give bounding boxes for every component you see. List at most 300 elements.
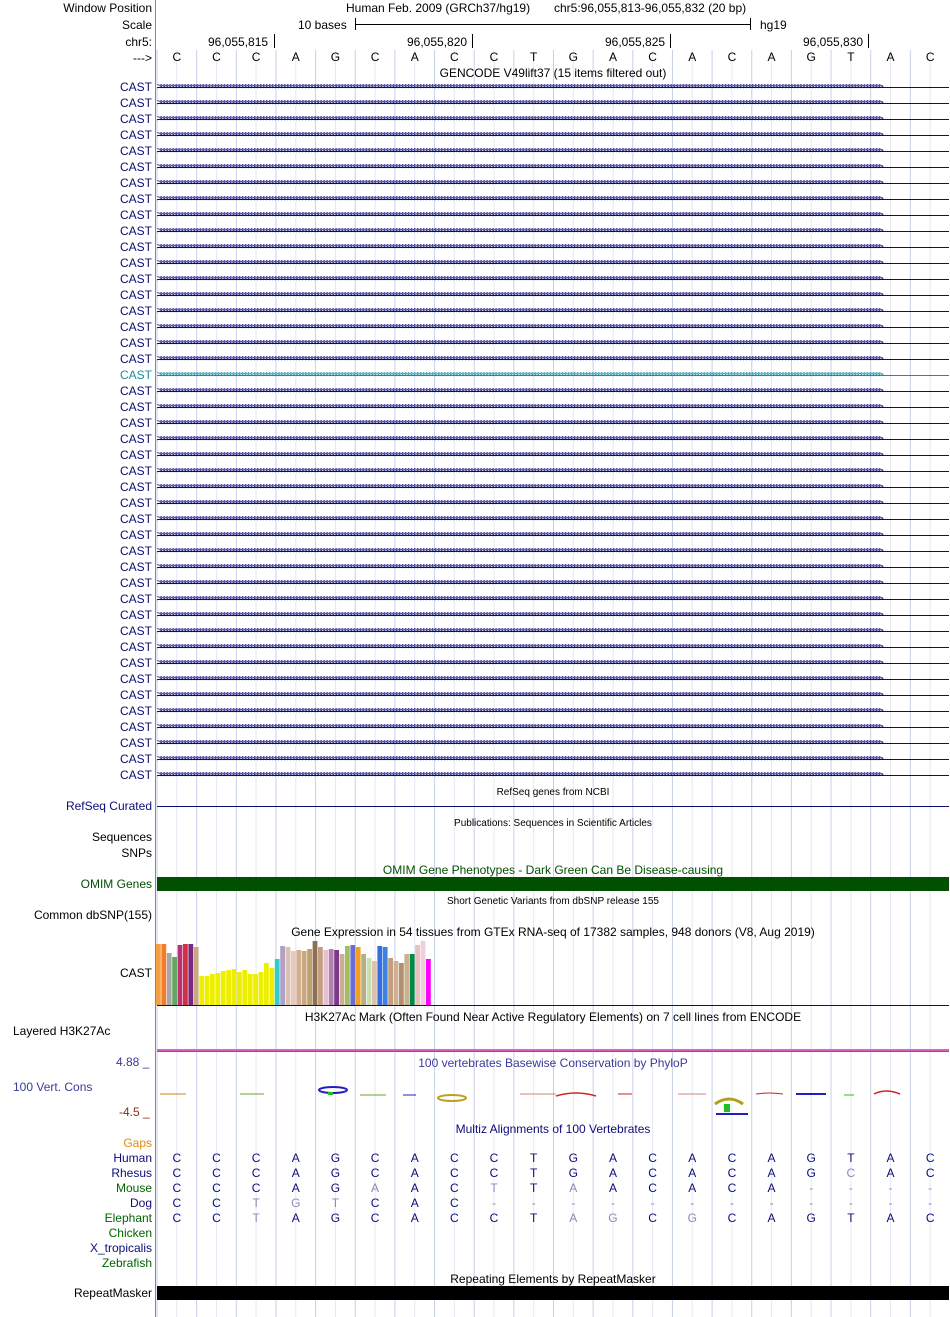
gtex-tissue-bar[interactable]	[383, 947, 388, 1005]
gtex-tissue-bar[interactable]	[264, 963, 269, 1005]
multiz-base: C	[727, 1151, 737, 1165]
gtex-tissue-bar[interactable]	[253, 974, 258, 1005]
multiz-base: -	[888, 1181, 893, 1195]
multiz-base: -	[888, 1196, 893, 1210]
multiz-base: C	[251, 1181, 261, 1195]
gtex-tissue-bar[interactable]	[259, 972, 264, 1005]
strand-arrows: >>>>>>>>>>>>>>>>>>>>>>>>>>>>>>>>>>>>>>>>>>>>>>>>>>>>>>>>>>>>>>>>>>>>>>>>>>>>>>>>>>>>>>>>>>>>>>>>>>>>>>>>>>>>>>>>>>>>>>>>>>>>>>>>>>>>>>>>>>>>>>>>>>>>>>>>>>>>>>>>>>>>>>>>>>>>>>>>>>>>>>>>>>>>>>>>>>>>>>>>>>>>>>>>>>>>>>>>>>>>>>>>>>>>>>>>>>>>>>>>	[157, 338, 882, 348]
multiz-base: C	[925, 1166, 935, 1180]
omim-label[interactable]: OMIM Genes	[80, 877, 152, 891]
gencode-transcript-label[interactable]: CAST	[119, 672, 152, 686]
multiz-base: C	[370, 1166, 380, 1180]
multiz-base: A	[371, 1181, 380, 1195]
gencode-transcript-label[interactable]: CAST	[119, 160, 152, 174]
gtex-tissue-bar[interactable]	[269, 968, 274, 1005]
gencode-transcript-row[interactable]	[0, 255, 950, 271]
strand-arrows: >>>>>>>>>>>>>>>>>>>>>>>>>>>>>>>>>>>>>>>>>>>>>>>>>>>>>>>>>>>>>>>>>>>>>>>>>>>>>>>>>>>>>>>>>>>>>>>>>>>>>>>>>>>>>>>>>>>>>>>>>>>>>>>>>>>>>>>>>>>>>>>>>>>>>>>>>>>>>>>>>>>>>>>>>>>>>>>>>>>>>>>>>>>>>>>>>>>>>>>>>>>>>>>>>>>>>>>>>>>>>>>>>>>>>>>>>>>>>>>>	[157, 626, 882, 636]
gencode-transcript-row[interactable]	[0, 591, 950, 607]
multiz-base: A	[569, 1181, 578, 1195]
refseq-track-title[interactable]: RefSeq genes from NCBI	[496, 787, 610, 798]
gencode-transcript-label[interactable]: CAST	[119, 544, 152, 558]
scale-bar	[355, 24, 751, 25]
gtex-tissue-bar[interactable]	[248, 974, 253, 1005]
gencode-transcript-row[interactable]	[0, 399, 950, 415]
gencode-transcript-row[interactable]	[0, 527, 950, 543]
gtex-tissue-bar[interactable]	[426, 959, 431, 1005]
gtex-tissue-bar[interactable]	[345, 946, 350, 1005]
gencode-transcript-row[interactable]	[0, 175, 950, 191]
gencode-transcript-row[interactable]	[0, 351, 950, 367]
strand-arrows: >>>>>>>>>>>>>>>>>>>>>>>>>>>>>>>>>>>>>>>>>>>>>>>>>>>>>>>>>>>>>>>>>>>>>>>>>>>>>>>>>>>>>>>>>>>>>>>>>>>>>>>>>>>>>>>>>>>>>>>>>>>>>>>>>>>>>>>>>>>>>>>>>>>>>>>>>>>>>>>>>>>>>>>>>>>>>>>>>>>>>>>>>>>>>>>>>>>>>>>>>>>>>>>>>>>>>>>>>>>>>>>>>>>>>>>>>>>>>>>>	[157, 114, 882, 124]
multiz-base: T	[847, 1151, 855, 1165]
h3k27ac-label[interactable]: Layered H3K27Ac	[13, 1024, 111, 1038]
gencode-transcript-row[interactable]	[0, 607, 950, 623]
chrom-label: chr5:	[125, 35, 152, 49]
multiz-base: G	[608, 1211, 618, 1225]
multiz-base: -	[492, 1196, 497, 1210]
multiz-base: T	[847, 1211, 855, 1225]
gencode-transcript-row[interactable]	[0, 159, 950, 175]
gtex-baseline	[157, 1005, 949, 1006]
coord-tick-label: 96,055,830	[803, 35, 864, 49]
gtex-tissue-bar[interactable]	[275, 959, 280, 1005]
multiz-base: T	[530, 1211, 538, 1225]
gtex-tissue-bar[interactable]	[296, 950, 301, 1005]
multiz-base: -	[531, 1196, 536, 1210]
multiz-species-label[interactable]: Zebrafish	[101, 1256, 152, 1270]
gencode-transcript-label[interactable]: CAST	[119, 256, 152, 270]
multiz-base: G	[806, 1151, 816, 1165]
gencode-transcript-row[interactable]	[0, 543, 950, 559]
gencode-transcript-row[interactable]	[0, 415, 950, 431]
gencode-transcript-row[interactable]	[0, 511, 950, 527]
gtex-tissue-bar[interactable]	[372, 961, 377, 1005]
gencode-transcript-label[interactable]: CAST	[119, 576, 152, 590]
multiz-species-label[interactable]: Mouse	[115, 1181, 152, 1195]
multiz-base: C	[212, 1166, 221, 1180]
publications-label-snps[interactable]: SNPs	[121, 846, 152, 860]
assembly-text: Human Feb. 2009 (GRCh37/hg19)	[346, 1, 531, 15]
gencode-transcript-row[interactable]	[0, 287, 950, 303]
scale-db: hg19	[760, 18, 787, 32]
gencode-transcript-label[interactable]: CAST	[119, 320, 152, 334]
coord-tick-label: 96,055,825	[605, 35, 666, 49]
strand-arrows: >>>>>>>>>>>>>>>>>>>>>>>>>>>>>>>>>>>>>>>>>>>>>>>>>>>>>>>>>>>>>>>>>>>>>>>>>>>>>>>>>>>>>>>>>>>>>>>>>>>>>>>>>>>>>>>>>>>>>>>>>>>>>>>>>>>>>>>>>>>>>>>>>>>>>>>>>>>>>>>>>>>>>>>>>>>>>>>>>>>>>>>>>>>>>>>>>>>>>>>>>>>>>>>>>>>>>>>>>>>>>>>>>>>>>>>>>>>>>>>>	[157, 146, 882, 156]
multiz-base: A	[410, 1151, 419, 1165]
multiz-base: C	[370, 1196, 380, 1210]
strand-arrows: >>>>>>>>>>>>>>>>>>>>>>>>>>>>>>>>>>>>>>>>>>>>>>>>>>>>>>>>>>>>>>>>>>>>>>>>>>>>>>>>>>>>>>>>>>>>>>>>>>>>>>>>>>>>>>>>>>>>>>>>>>>>>>>>>>>>>>>>>>>>>>>>>>>>>>>>>>>>>>>>>>>>>>>>>>>>>>>>>>>>>>>>>>>>>>>>>>>>>>>>>>>>>>>>>>>>>>>>>>>>>>>>>>>>>>>>>>>>>>>>	[157, 162, 882, 172]
gtex-track-title[interactable]: Gene Expression in 54 tissues from GTEx RNA-seq of 17382 samples, 948 donors (V8, Aug 2019)	[291, 925, 815, 939]
multiz-base: C	[212, 1151, 221, 1165]
strand-arrows: >>>>>>>>>>>>>>>>>>>>>>>>>>>>>>>>>>>>>>>>>>>>>>>>>>>>>>>>>>>>>>>>>>>>>>>>>>>>>>>>>>>>>>>>>>>>>>>>>>>>>>>>>>>>>>>>>>>>>>>>>>>>>>>>>>>>>>>>>>>>>>>>>>>>>>>>>>>>>>>>>>>>>>>>>>>>>>>>>>>>>>>>>>>>>>>>>>>>>>>>>>>>>>>>>>>>>>>>>>>>>>>>>>>>>>>>>>>>>>>>	[157, 130, 882, 140]
gtex-tissue-bar[interactable]	[421, 941, 426, 1005]
dna-base: C	[648, 50, 657, 64]
multiz-base: -	[928, 1196, 933, 1210]
multiz-base: C	[450, 1166, 459, 1180]
multiz-base: -	[650, 1196, 655, 1210]
gencode-transcript-label[interactable]: CAST	[119, 112, 152, 126]
multiz-base: C	[648, 1151, 657, 1165]
multiz-base: C	[172, 1151, 182, 1165]
multiz-base: C	[212, 1211, 221, 1225]
gtex-tissue-bar[interactable]	[367, 958, 372, 1005]
h3k27ac-track-title[interactable]: H3K27Ac Mark (Often Found Near Active Regulatory Elements) on 7 cell lines from ENCODE	[304, 1010, 802, 1024]
multiz-base: C	[846, 1166, 856, 1180]
strand-arrows: >>>>>>>>>>>>>>>>>>>>>>>>>>>>>>>>>>>>>>>>>>>>>>>>>>>>>>>>>>>>>>>>>>>>>>>>>>>>>>>>>>>>>>>>>>>>>>>>>>>>>>>>>>>>>>>>>>>>>>>>>>>>>>>>>>>>>>>>>>>>>>>>>>>>>>>>>>>>>>>>>>>>>>>>>>>>>>>>>>>>>>>>>>>>>>>>>>>>>>>>>>>>>>>>>>>>>>>>>>>>>>>>>>>>>>>>>>>>>>>>	[157, 578, 882, 588]
multiz-base: G	[568, 1166, 578, 1180]
gtex-tissue-bar[interactable]	[404, 954, 409, 1005]
gtex-bar-chart[interactable]	[156, 940, 950, 1006]
gencode-transcript-label[interactable]: CAST	[119, 528, 152, 542]
gencode-transcript-row[interactable]	[0, 431, 950, 447]
gtex-tissue-bar[interactable]	[361, 954, 366, 1005]
gencode-transcript-row[interactable]	[0, 239, 950, 255]
gencode-transcript-label[interactable]: CAST	[119, 336, 152, 350]
gencode-transcript-label[interactable]: CAST	[119, 560, 152, 574]
strand-arrows: >>>>>>>>>>>>>>>>>>>>>>>>>>>>>>>>>>>>>>>>>>>>>>>>>>>>>>>>>>>>>>>>>>>>>>>>>>>>>>>>>>>>>>>>>>>>>>>>>>>>>>>>>>>>>>>>>>>>>>>>>>>>>>>>>>>>>>>>>>>>>>>>>>>>>>>>>>>>>>>>>>>>>>>>>>>>>>>>>>>>>>>>>>>>>>>>>>>>>>>>>>>>>>>>>>>>>>>>>>>>>>>>>>>>>>>>>>>>>>>>	[157, 210, 882, 220]
multiz-base: C	[727, 1211, 737, 1225]
phylop-ymin: -4.5 _	[119, 1105, 150, 1119]
gencode-transcript-row[interactable]	[0, 671, 950, 687]
gtex-tissue-bar[interactable]	[205, 976, 210, 1005]
multiz-base: C	[172, 1181, 182, 1195]
gtex-tissue-bar[interactable]	[291, 951, 296, 1005]
strand-arrows: >>>>>>>>>>>>>>>>>>>>>>>>>>>>>>>>>>>>>>>>>>>>>>>>>>>>>>>>>>>>>>>>>>>>>>>>>>>>>>>>>>>>>>>>>>>>>>>>>>>>>>>>>>>>>>>>>>>>>>>>>>>>>>>>>>>>>>>>>>>>>>>>>>>>>>>>>>>>>>>>>>>>>>>>>>>>>>>>>>>>>>>>>>>>>>>>>>>>>>>>>>>>>>>>>>>>>>>>>>>>>>>>>>>>>>>>>>>>>>>>	[157, 514, 882, 524]
gencode-transcript-row[interactable]	[0, 655, 950, 671]
multiz-base: C	[489, 1211, 499, 1225]
gencode-transcript-row[interactable]	[0, 479, 950, 495]
gencode-transcript-label[interactable]: CAST	[119, 224, 152, 238]
gencode-transcript-row[interactable]	[0, 303, 950, 319]
strand-arrows: >>>>>>>>>>>>>>>>>>>>>>>>>>>>>>>>>>>>>>>>>>>>>>>>>>>>>>>>>>>>>>>>>>>>>>>>>>>>>>>>>>>>>>>>>>>>>>>>>>>>>>>>>>>>>>>>>>>>>>>>>>>>>>>>>>>>>>>>>>>>>>>>>>>>>>>>>>>>>>>>>>>>>>>>>>>>>>>>>>>>>>>>>>>>>>>>>>>>>>>>>>>>>>>>>>>>>>>>>>>>>>>>>>>>>>>>>>>>>>>>	[157, 274, 882, 284]
multiz-base: C	[925, 1211, 935, 1225]
gtex-tissue-bar[interactable]	[210, 974, 215, 1005]
gencode-transcript-label[interactable]: CAST	[119, 736, 152, 750]
gtex-tissue-bar[interactable]	[167, 953, 172, 1005]
window-position-label: Window Position	[63, 1, 152, 15]
gtex-tissue-bar[interactable]	[394, 961, 399, 1005]
dna-base: T	[847, 50, 855, 64]
multiz-base: A	[608, 1166, 617, 1180]
multiz-base: G	[806, 1211, 816, 1225]
gtex-tissue-bar[interactable]	[226, 970, 231, 1005]
multiz-base: T	[331, 1196, 340, 1210]
gencode-transcript-label[interactable]: CAST	[119, 96, 152, 110]
dna-base: C	[925, 50, 935, 64]
strand-arrows: >>>>>>>>>>>>>>>>>>>>>>>>>>>>>>>>>>>>>>>>>>>>>>>>>>>>>>>>>>>>>>>>>>>>>>>>>>>>>>>>>>>>>>>>>>>>>>>>>>>>>>>>>>>>>>>>>>>>>>>>>>>>>>>>>>>>>>>>>>>>>>>>>>>>>>>>>>>>>>>>>>>>>>>>>>>>>>>>>>>>>>>>>>>>>>>>>>>>>>>>>>>>>>>>>>>>>>>>>>>>>>>>>>>>>>>>>>>>>>>>	[157, 594, 882, 604]
gtex-tissue-bar[interactable]	[161, 944, 166, 1005]
gencode-transcript-label[interactable]: CAST	[119, 368, 152, 382]
multiz-base: C	[450, 1196, 459, 1210]
gencode-transcript-label[interactable]: CAST	[119, 240, 152, 254]
strand-arrows: >>>>>>>>>>>>>>>>>>>>>>>>>>>>>>>>>>>>>>>>>>>>>>>>>>>>>>>>>>>>>>>>>>>>>>>>>>>>>>>>>>>>>>>>>>>>>>>>>>>>>>>>>>>>>>>>>>>>>>>>>>>>>>>>>>>>>>>>>>>>>>>>>>>>>>>>>>>>>>>>>>>>>>>>>>>>>>>>>>>>>>>>>>>>>>>>>>>>>>>>>>>>>>>>>>>>>>>>>>>>>>>>>>>>>>>>>>>>>>>>	[157, 754, 882, 764]
gencode-transcript-row[interactable]	[0, 95, 950, 111]
multiz-base: G	[806, 1166, 816, 1180]
gencode-transcript-label[interactable]: CAST	[119, 400, 152, 414]
strand-arrows: >>>>>>>>>>>>>>>>>>>>>>>>>>>>>>>>>>>>>>>>>>>>>>>>>>>>>>>>>>>>>>>>>>>>>>>>>>>>>>>>>>>>>>>>>>>>>>>>>>>>>>>>>>>>>>>>>>>>>>>>>>>>>>>>>>>>>>>>>>>>>>>>>>>>>>>>>>>>>>>>>>>>>>>>>>>>>>>>>>>>>>>>>>>>>>>>>>>>>>>>>>>>>>>>>>>>>>>>>>>>>>>>>>>>>>>>>>>>>>>>	[157, 530, 882, 540]
publications-track-title[interactable]: Publications: Sequences in Scientific Articles	[454, 818, 652, 829]
strand-arrows: >>>>>>>>>>>>>>>>>>>>>>>>>>>>>>>>>>>>>>>>>>>>>>>>>>>>>>>>>>>>>>>>>>>>>>>>>>>>>>>>>>>>>>>>>>>>>>>>>>>>>>>>>>>>>>>>>>>>>>>>>>>>>>>>>>>>>>>>>>>>>>>>>>>>>>>>>>>>>>>>>>>>>>>>>>>>>>>>>>>>>>>>>>>>>>>>>>>>>>>>>>>>>>>>>>>>>>>>>>>>>>>>>>>>>>>>>>>>>>>>	[157, 306, 882, 316]
multiz-base: -	[848, 1196, 853, 1210]
gtex-tissue-bar[interactable]	[340, 954, 345, 1005]
multiz-base: -	[769, 1196, 774, 1210]
gtex-tissue-bar[interactable]	[221, 971, 226, 1005]
multiz-base: A	[767, 1166, 776, 1180]
strand-arrows: >>>>>>>>>>>>>>>>>>>>>>>>>>>>>>>>>>>>>>>>>>>>>>>>>>>>>>>>>>>>>>>>>>>>>>>>>>>>>>>>>>>>>>>>>>>>>>>>>>>>>>>>>>>>>>>>>>>>>>>>>>>>>>>>>>>>>>>>>>>>>>>>>>>>>>>>>>>>>>>>>>>>>>>>>>>>>>>>>>>>>>>>>>>>>>>>>>>>>>>>>>>>>>>>>>>>>>>>>>>>>>>>>>>>>>>>>>>>>>>>	[157, 770, 882, 780]
gtex-tissue-bar[interactable]	[172, 957, 177, 1005]
gencode-transcript-row[interactable]	[0, 575, 950, 591]
strand-arrows: >>>>>>>>>>>>>>>>>>>>>>>>>>>>>>>>>>>>>>>>>>>>>>>>>>>>>>>>>>>>>>>>>>>>>>>>>>>>>>>>>>>>>>>>>>>>>>>>>>>>>>>>>>>>>>>>>>>>>>>>>>>>>>>>>>>>>>>>>>>>>>>>>>>>>>>>>>>>>>>>>>>>>>>>>>>>>>>>>>>>>>>>>>>>>>>>>>>>>>>>>>>>>>>>>>>>>>>>>>>>>>>>>>>>>>>>>>>>>>>>	[157, 610, 882, 620]
gencode-transcript-row[interactable]	[0, 223, 950, 239]
gtex-tissue-bar[interactable]	[242, 970, 247, 1005]
gencode-transcript-label[interactable]: CAST	[119, 448, 152, 462]
gencode-transcript-row[interactable]	[0, 383, 950, 399]
gencode-transcript-label[interactable]: CAST	[119, 640, 152, 654]
gencode-transcript-row[interactable]	[0, 703, 950, 719]
multiz-base: -	[809, 1181, 814, 1195]
multiz-species-label[interactable]: Rhesus	[111, 1166, 152, 1180]
multiz-base: T	[490, 1181, 498, 1195]
multiz-base: C	[172, 1196, 182, 1210]
strand-arrows: >>>>>>>>>>>>>>>>>>>>>>>>>>>>>>>>>>>>>>>>>>>>>>>>>>>>>>>>>>>>>>>>>>>>>>>>>>>>>>>>>>>>>>>>>>>>>>>>>>>>>>>>>>>>>>>>>>>>>>>>>>>>>>>>>>>>>>>>>>>>>>>>>>>>>>>>>>>>>>>>>>>>>>>>>>>>>>>>>>>>>>>>>>>>>>>>>>>>>>>>>>>>>>>>>>>>>>>>>>>>>>>>>>>>>>>>>>>>>>>>	[157, 450, 882, 460]
scale-bar-left-tick	[355, 18, 356, 30]
multiz-base: A	[410, 1196, 419, 1210]
omim-track-title[interactable]: OMIM Gene Phenotypes - Dark Green Can Be Disease-causing	[382, 863, 724, 877]
multiz-base: -	[928, 1181, 933, 1195]
gencode-transcript-label[interactable]: CAST	[119, 272, 152, 286]
strand-arrows: >>>>>>>>>>>>>>>>>>>>>>>>>>>>>>>>>>>>>>>>>>>>>>>>>>>>>>>>>>>>>>>>>>>>>>>>>>>>>>>>>>>>>>>>>>>>>>>>>>>>>>>>>>>>>>>>>>>>>>>>>>>>>>>>>>>>>>>>>>>>>>>>>>>>>>>>>>>>>>>>>>>>>>>>>>>>>>>>>>>>>>>>>>>>>>>>>>>>>>>>>>>>>>>>>>>>>>>>>>>>>>>>>>>>>>>>>>>>>>>>	[157, 354, 882, 364]
gencode-transcript-row[interactable]	[0, 271, 950, 287]
gencode-transcript-row[interactable]	[0, 191, 950, 207]
strand-arrows: >>>>>>>>>>>>>>>>>>>>>>>>>>>>>>>>>>>>>>>>>>>>>>>>>>>>>>>>>>>>>>>>>>>>>>>>>>>>>>>>>>>>>>>>>>>>>>>>>>>>>>>>>>>>>>>>>>>>>>>>>>>>>>>>>>>>>>>>>>>>>>>>>>>>>>>>>>>>>>>>>>>>>>>>>>>>>>>>>>>>>>>>>>>>>>>>>>>>>>>>>>>>>>>>>>>>>>>>>>>>>>>>>>>>>>>>>>>>>>>>	[157, 706, 882, 716]
multiz-base: A	[688, 1151, 697, 1165]
dna-base: C	[172, 50, 182, 64]
strand-arrows: >>>>>>>>>>>>>>>>>>>>>>>>>>>>>>>>>>>>>>>>>>>>>>>>>>>>>>>>>>>>>>>>>>>>>>>>>>>>>>>>>>>>>>>>>>>>>>>>>>>>>>>>>>>>>>>>>>>>>>>>>>>>>>>>>>>>>>>>>>>>>>>>>>>>>>>>>>>>>>>>>>>>>>>>>>>>>>>>>>>>>>>>>>>>>>>>>>>>>>>>>>>>>>>>>>>>>>>>>>>>>>>>>>>>>>>>>>>>>>>>	[157, 290, 882, 300]
gtex-tissue-bar[interactable]	[415, 945, 420, 1005]
multiz-base: G	[291, 1196, 301, 1210]
dna-base: C	[727, 50, 737, 64]
gencode-transcript-label[interactable]: CAST	[119, 624, 152, 638]
gencode-transcript-label[interactable]: CAST	[119, 352, 152, 366]
gencode-transcript-row[interactable]	[0, 719, 950, 735]
strand-arrows: >>>>>>>>>>>>>>>>>>>>>>>>>>>>>>>>>>>>>>>>>>>>>>>>>>>>>>>>>>>>>>>>>>>>>>>>>>>>>>>>>>>>>>>>>>>>>>>>>>>>>>>>>>>>>>>>>>>>>>>>>>>>>>>>>>>>>>>>>>>>>>>>>>>>>>>>>>>>>>>>>>>>>>>>>>>>>>>>>>>>>>>>>>>>>>>>>>>>>>>>>>>>>>>>>>>>>>>>>>>>>>>>>>>>>>>>>>>>>>>>	[157, 82, 882, 92]
gencode-transcript-label[interactable]: CAST	[119, 192, 152, 206]
gencode-transcript-label[interactable]: CAST	[119, 496, 152, 510]
gencode-transcript-row[interactable]	[0, 143, 950, 159]
multiz-base: A	[410, 1211, 419, 1225]
multiz-base: A	[886, 1166, 895, 1180]
gtex-tissue-bar[interactable]	[334, 950, 339, 1005]
gencode-transcript-row[interactable]	[0, 367, 950, 383]
gencode-transcript-row[interactable]	[0, 495, 950, 511]
gencode-transcript-row[interactable]	[0, 687, 950, 703]
gtex-tissue-bar[interactable]	[410, 954, 415, 1005]
gencode-transcript-label[interactable]: CAST	[119, 592, 152, 606]
strand-arrows: >>>>>>>>>>>>>>>>>>>>>>>>>>>>>>>>>>>>>>>>>>>>>>>>>>>>>>>>>>>>>>>>>>>>>>>>>>>>>>>>>>>>>>>>>>>>>>>>>>>>>>>>>>>>>>>>>>>>>>>>>>>>>>>>>>>>>>>>>>>>>>>>>>>>>>>>>>>>>>>>>>>>>>>>>>>>>>>>>>>>>>>>>>>>>>>>>>>>>>>>>>>>>>>>>>>>>>>>>>>>>>>>>>>>>>>>>>>>>>>>	[157, 322, 882, 332]
gtex-tissue-bar[interactable]	[356, 947, 361, 1005]
multiz-base: C	[251, 1166, 261, 1180]
strand-arrows: >>>>>>>>>>>>>>>>>>>>>>>>>>>>>>>>>>>>>>>>>>>>>>>>>>>>>>>>>>>>>>>>>>>>>>>>>>>>>>>>>>>>>>>>>>>>>>>>>>>>>>>>>>>>>>>>>>>>>>>>>>>>>>>>>>>>>>>>>>>>>>>>>>>>>>>>>>>>>>>>>>>>>>>>>>>>>>>>>>>>>>>>>>>>>>>>>>>>>>>>>>>>>>>>>>>>>>>>>>>>>>>>>>>>>>>>>>>>>>>>	[157, 402, 882, 412]
multiz-base: A	[410, 1181, 419, 1195]
gencode-transcript-label[interactable]: CAST	[119, 416, 152, 430]
multiz-base: G	[330, 1166, 341, 1180]
gencode-transcript-label[interactable]: CAST	[119, 80, 152, 94]
gencode-transcript-label[interactable]: CAST	[119, 480, 152, 494]
multiz-base: A	[688, 1166, 697, 1180]
gencode-transcript-label[interactable]: CAST	[119, 288, 152, 302]
dna-base: T	[530, 50, 538, 64]
dna-base: A	[688, 50, 697, 64]
gtex-tissue-bar[interactable]	[399, 963, 404, 1005]
multiz-track-title[interactable]: Multiz Alignments of 100 Vertebrates	[455, 1122, 651, 1136]
gencode-transcript-row[interactable]	[0, 79, 950, 95]
multiz-base: A	[886, 1211, 895, 1225]
multiz-base: T	[530, 1151, 538, 1165]
gencode-transcript-label[interactable]: CAST	[119, 144, 152, 158]
gtex-tissue-bar[interactable]	[280, 946, 285, 1005]
gtex-tissue-bar[interactable]	[194, 947, 199, 1005]
strand-arrows: >>>>>>>>>>>>>>>>>>>>>>>>>>>>>>>>>>>>>>>>>>>>>>>>>>>>>>>>>>>>>>>>>>>>>>>>>>>>>>>>>>>>>>>>>>>>>>>>>>>>>>>>>>>>>>>>>>>>>>>>>>>>>>>>>>>>>>>>>>>>>>>>>>>>>>>>>>>>>>>>>>>>>>>>>>>>>>>>>>>>>>>>>>>>>>>>>>>>>>>>>>>>>>>>>>>>>>>>>>>>>>>>>>>>>>>>>>>>>>>>	[157, 722, 882, 732]
gencode-transcript-label[interactable]: CAST	[119, 656, 152, 670]
gencode-transcript-label[interactable]: CAST	[119, 752, 152, 766]
gencode-transcript-label[interactable]: CAST	[119, 384, 152, 398]
strand-arrows: >>>>>>>>>>>>>>>>>>>>>>>>>>>>>>>>>>>>>>>>>>>>>>>>>>>>>>>>>>>>>>>>>>>>>>>>>>>>>>>>>>>>>>>>>>>>>>>>>>>>>>>>>>>>>>>>>>>>>>>>>>>>>>>>>>>>>>>>>>>>>>>>>>>>>>>>>>>>>>>>>>>>>>>>>>>>>>>>>>>>>>>>>>>>>>>>>>>>>>>>>>>>>>>>>>>>>>>>>>>>>>>>>>>>>>>>>>>>>>>>	[157, 690, 882, 700]
refseq-gene-line[interactable]	[157, 806, 949, 807]
gtex-tissue-bar[interactable]	[183, 944, 188, 1005]
omim-gene-bar[interactable]	[157, 877, 949, 891]
gencode-transcript-row[interactable]	[0, 447, 950, 463]
multiz-species-label[interactable]: Dog	[129, 1196, 152, 1210]
multiz-base: C	[489, 1166, 499, 1180]
gencode-transcript-label[interactable]: CAST	[119, 704, 152, 718]
gencode-transcript-label[interactable]: CAST	[119, 512, 152, 526]
gencode-transcript-row[interactable]	[0, 639, 950, 655]
gtex-tissue-bar[interactable]	[350, 945, 355, 1005]
gencode-transcript-label[interactable]: CAST	[119, 128, 152, 142]
gencode-transcript-row[interactable]	[0, 751, 950, 767]
gencode-transcript-label[interactable]: CAST	[119, 464, 152, 478]
multiz-base: G	[568, 1151, 578, 1165]
gtex-tissue-bar[interactable]	[388, 958, 393, 1005]
gencode-transcript-label[interactable]: CAST	[119, 176, 152, 190]
gencode-transcript-label[interactable]: CAST	[119, 432, 152, 446]
phylop-track-title[interactable]: 100 vertebrates Basewise Conservation by PhyloP	[418, 1056, 688, 1070]
multiz-base: A	[608, 1151, 617, 1165]
repeatmasker-track-title[interactable]: Repeating Elements by RepeatMasker	[450, 1272, 656, 1286]
gencode-transcript-row[interactable]	[0, 335, 950, 351]
gencode-transcript-row[interactable]	[0, 463, 950, 479]
refseq-label[interactable]: RefSeq Curated	[65, 799, 152, 813]
strand-arrows: >>>>>>>>>>>>>>>>>>>>>>>>>>>>>>>>>>>>>>>>>>>>>>>>>>>>>>>>>>>>>>>>>>>>>>>>>>>>>>>>>>>>>>>>>>>>>>>>>>>>>>>>>>>>>>>>>>>>>>>>>>>>>>>>>>>>>>>>>>>>>>>>>>>>>>>>>>>>>>>>>>>>>>>>>>>>>>>>>>>>>>>>>>>>>>>>>>>>>>>>>>>>>>>>>>>>>>>>>>>>>>>>>>>>>>>>>>>>>>>>	[157, 178, 882, 188]
gencode-transcript-row[interactable]	[0, 735, 950, 751]
gencode-transcript-row[interactable]	[0, 127, 950, 143]
scale-label: Scale	[121, 18, 152, 32]
scale-text: 10 bases	[298, 18, 347, 32]
strand-arrows: >>>>>>>>>>>>>>>>>>>>>>>>>>>>>>>>>>>>>>>>>>>>>>>>>>>>>>>>>>>>>>>>>>>>>>>>>>>>>>>>>>>>>>>>>>>>>>>>>>>>>>>>>>>>>>>>>>>>>>>>>>>>>>>>>>>>>>>>>>>>>>>>>>>>>>>>>>>>>>>>>>>>>>>>>>>>>>>>>>>>>>>>>>>>>>>>>>>>>>>>>>>>>>>>>>>>>>>>>>>>>>>>>>>>>>>>>>>>>>>>	[157, 242, 882, 252]
multiz-species-label[interactable]: X_tropicalis	[89, 1241, 152, 1255]
gtex-tissue-bar[interactable]	[156, 944, 161, 1005]
multiz-species-label[interactable]: Human	[113, 1151, 152, 1165]
gencode-transcript-row[interactable]	[0, 767, 950, 783]
gtex-tissue-bar[interactable]	[329, 949, 334, 1005]
gencode-transcript-row[interactable]	[0, 319, 950, 335]
gencode-transcript-label[interactable]: CAST	[119, 608, 152, 622]
multiz-base: G	[330, 1181, 341, 1195]
phylop-logo-plot[interactable]	[156, 1080, 950, 1120]
gtex-label[interactable]: CAST	[119, 966, 152, 980]
gencode-transcript-row[interactable]	[0, 623, 950, 639]
multiz-base: C	[370, 1211, 380, 1225]
dna-base: A	[886, 50, 895, 64]
dna-base: G	[568, 50, 578, 64]
coord-tick	[274, 34, 275, 48]
gtex-tissue-bar[interactable]	[286, 947, 291, 1005]
scale-bar-right-tick	[750, 18, 751, 30]
multiz-base: -	[690, 1196, 695, 1210]
gtex-tissue-bar[interactable]	[188, 944, 193, 1005]
gencode-transcript-label[interactable]: CAST	[119, 720, 152, 734]
gencode-transcript-row[interactable]	[0, 559, 950, 575]
gencode-transcript-label[interactable]: CAST	[119, 304, 152, 318]
coord-tick	[868, 34, 869, 48]
multiz-base: C	[450, 1181, 459, 1195]
gencode-transcript-label[interactable]: CAST	[119, 208, 152, 222]
repeatmasker-element-bar[interactable]	[157, 1286, 949, 1300]
gencode-transcript-label[interactable]: CAST	[119, 768, 152, 782]
strand-arrows: >>>>>>>>>>>>>>>>>>>>>>>>>>>>>>>>>>>>>>>>>>>>>>>>>>>>>>>>>>>>>>>>>>>>>>>>>>>>>>>>>>>>>>>>>>>>>>>>>>>>>>>>>>>>>>>>>>>>>>>>>>>>>>>>>>>>>>>>>>>>>>>>>>>>>>>>>>>>>>>>>>>>>>>>>>>>>>>>>>>>>>>>>>>>>>>>>>>>>>>>>>>>>>>>>>>>>>>>>>>>>>>>>>>>>>>>>>>>>>>>	[157, 738, 882, 748]
strand-arrows: >>>>>>>>>>>>>>>>>>>>>>>>>>>>>>>>>>>>>>>>>>>>>>>>>>>>>>>>>>>>>>>>>>>>>>>>>>>>>>>>>>>>>>>>>>>>>>>>>>>>>>>>>>>>>>>>>>>>>>>>>>>>>>>>>>>>>>>>>>>>>>>>>>>>>>>>>>>>>>>>>>>>>>>>>>>>>>>>>>>>>>>>>>>>>>>>>>>>>>>>>>>>>>>>>>>>>>>>>>>>>>>>>>>>>>>>>>>>>>>>	[157, 434, 882, 444]
gtex-tissue-bar[interactable]	[307, 949, 312, 1005]
gtex-tissue-bar[interactable]	[199, 976, 204, 1005]
multiz-base: A	[767, 1181, 776, 1195]
dna-base: G	[806, 50, 816, 64]
strand-arrows: >>>>>>>>>>>>>>>>>>>>>>>>>>>>>>>>>>>>>>>>>>>>>>>>>>>>>>>>>>>>>>>>>>>>>>>>>>>>>>>>>>>>>>>>>>>>>>>>>>>>>>>>>>>>>>>>>>>>>>>>>>>>>>>>>>>>>>>>>>>>>>>>>>>>>>>>>>>>>>>>>>>>>>>>>>>>>>>>>>>>>>>>>>>>>>>>>>>>>>>>>>>>>>>>>>>>>>>>>>>>>>>>>>>>>>>>>>>>>>>>	[157, 226, 882, 236]
multiz-base: C	[172, 1166, 182, 1180]
repeatmasker-label[interactable]: RepeatMasker	[73, 1286, 152, 1300]
gtex-tissue-bar[interactable]	[377, 946, 382, 1005]
gtex-tissue-bar[interactable]	[323, 950, 328, 1005]
gencode-transcript-row[interactable]	[0, 207, 950, 223]
gtex-tissue-bar[interactable]	[232, 969, 237, 1005]
gtex-tissue-bar[interactable]	[215, 973, 220, 1005]
position-text[interactable]: chr5:96,055,813-96,055,832 (20 bp)	[554, 1, 747, 15]
coord-tick	[472, 34, 473, 48]
strand-arrows: >>>>>>>>>>>>>>>>>>>>>>>>>>>>>>>>>>>>>>>>>>>>>>>>>>>>>>>>>>>>>>>>>>>>>>>>>>>>>>>>>>>>>>>>>>>>>>>>>>>>>>>>>>>>>>>>>>>>>>>>>>>>>>>>>>>>>>>>>>>>>>>>>>>>>>>>>>>>>>>>>>>>>>>>>>>>>>>>>>>>>>>>>>>>>>>>>>>>>>>>>>>>>>>>>>>>>>>>>>>>>>>>>>>>>>>>>>>>>>>>	[157, 642, 882, 652]
multiz-base: C	[727, 1181, 737, 1195]
gtex-tissue-bar[interactable]	[178, 945, 183, 1005]
multiz-base: G	[687, 1211, 697, 1225]
multiz-base: A	[886, 1151, 895, 1165]
coord-tick-label: 96,055,820	[407, 35, 468, 49]
phylop-label[interactable]: 100 Vert. Cons	[13, 1080, 93, 1094]
gencode-transcript-row[interactable]	[0, 111, 950, 127]
dbsnp-track-title[interactable]: Short Genetic Variants from dbSNP release 155	[447, 896, 659, 907]
gencode-track-title[interactable]: GENCODE V49lift37 (15 items filtered out)	[439, 66, 667, 80]
gtex-tissue-bar[interactable]	[318, 947, 323, 1005]
publications-label-sequences[interactable]: Sequences	[91, 830, 152, 844]
multiz-species-label[interactable]: Chicken	[108, 1226, 152, 1240]
multiz-base: T	[252, 1196, 260, 1210]
multiz-species-label[interactable]: Elephant	[104, 1211, 152, 1225]
gtex-tissue-bar[interactable]	[302, 951, 307, 1005]
dna-base: C	[251, 50, 261, 64]
multiz-base: -	[809, 1196, 814, 1210]
gtex-tissue-bar[interactable]	[313, 941, 318, 1005]
multiz-base: G	[330, 1211, 341, 1225]
gencode-transcript-label[interactable]: CAST	[119, 688, 152, 702]
dbsnp-label[interactable]: Common dbSNP(155)	[33, 908, 152, 922]
gtex-tissue-bar[interactable]	[237, 972, 242, 1005]
